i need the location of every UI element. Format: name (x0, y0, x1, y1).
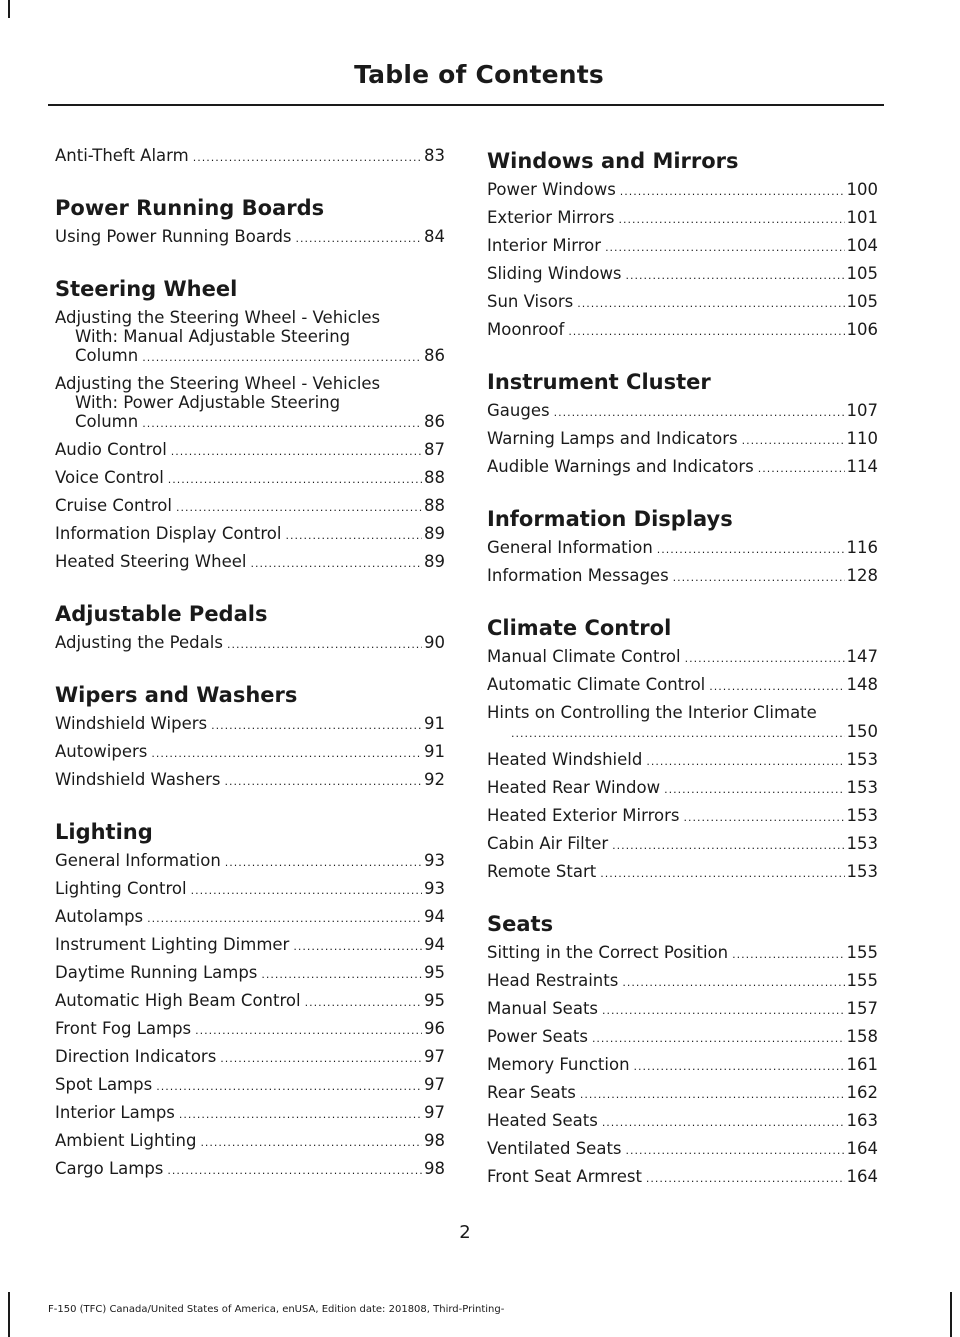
toc-entry-page: 114 (846, 457, 878, 476)
toc-entry-title-line: General Information (487, 538, 653, 557)
toc-entry-title-line: Heated Exterior Mirrors (487, 806, 680, 825)
toc-entry-page: 153 (846, 778, 878, 797)
dot-leader (220, 1049, 422, 1068)
toc-entry-page: 100 (846, 180, 878, 199)
toc-section (487, 146, 878, 341)
toc-entry-page: 153 (846, 806, 878, 825)
toc-entry-page: 94 (424, 935, 445, 954)
toc-entry-title-line: Front Seat Armrest (487, 1167, 642, 1186)
toc-entry-title-line: Heated Steering Wheel (55, 552, 247, 571)
toc-entry-page: 107 (846, 401, 878, 420)
toc-entry[interactable] (487, 806, 878, 827)
toc-entry-title-line: Warning Lamps and Indicators (487, 429, 738, 448)
section-title: Instrument Cluster (487, 370, 711, 394)
toc-entry[interactable] (55, 770, 445, 791)
toc-entry-title-line: Ventilated Seats (487, 1139, 622, 1158)
dot-leader (200, 1133, 422, 1152)
toc-section (487, 909, 878, 1188)
toc-entry-page: 116 (846, 538, 878, 557)
dot-leader (626, 1141, 845, 1160)
toc-section (55, 274, 445, 573)
toc-entry[interactable] (487, 1027, 878, 1048)
toc-entry[interactable] (487, 320, 878, 341)
dot-leader (646, 752, 844, 771)
toc-entry[interactable] (487, 1111, 878, 1132)
dot-leader (605, 238, 844, 257)
dot-leader (151, 744, 422, 763)
toc-entry-title-line: Manual Climate Control (487, 647, 681, 666)
toc-entry-page: 91 (424, 714, 445, 733)
toc-entry-page: 95 (424, 991, 445, 1010)
dot-leader (684, 808, 845, 827)
toc-entry-title-line: Power Windows (487, 180, 616, 199)
dot-leader (709, 677, 844, 696)
toc-entry[interactable] (487, 703, 878, 743)
toc-entry-page: 86 (424, 346, 445, 365)
section-title: Climate Control (487, 616, 672, 640)
toc-entry-title-line: Hints on Controlling the Interior Climate (487, 703, 817, 722)
toc-entry[interactable] (55, 308, 445, 367)
toc-section (55, 817, 445, 1180)
section-title: Adjustable Pedals (55, 602, 268, 626)
page-title: Table of Contents (354, 60, 604, 89)
toc-entry-title-line: Adjusting the Pedals (55, 633, 223, 652)
toc-entry-page: 89 (424, 552, 445, 571)
toc-entry-page: 106 (846, 320, 878, 339)
toc-entry-list (487, 401, 878, 478)
toc-entry-title-line: Windshield Washers (55, 770, 221, 789)
toc-section (55, 193, 445, 248)
toc-entry-page: 97 (424, 1103, 445, 1122)
toc-section (487, 367, 878, 478)
toc-entry-page: 94 (424, 907, 445, 926)
toc-entry-title-line: Daytime Running Lamps (55, 963, 258, 982)
dot-leader (225, 853, 422, 872)
toc-entry[interactable] (55, 1131, 445, 1152)
toc-entry-page: 153 (846, 862, 878, 881)
dot-leader (580, 1085, 845, 1104)
toc-entry-title-line: Manual Seats (487, 999, 599, 1018)
toc-entry[interactable] (487, 862, 878, 883)
toc-entry[interactable] (55, 1075, 445, 1096)
dot-leader (167, 1161, 422, 1180)
crop-mark-right-bottom (950, 1292, 952, 1337)
toc-entry[interactable] (55, 851, 445, 872)
toc-entry[interactable] (55, 907, 445, 928)
dot-leader (193, 148, 422, 167)
toc-entry-page: 86 (424, 412, 445, 431)
toc-entry-page: 98 (424, 1159, 445, 1178)
toc-section (55, 146, 445, 167)
toc-entry-page: 90 (424, 633, 445, 652)
toc-entry[interactable] (55, 227, 445, 248)
toc-entry-page: 164 (846, 1139, 878, 1158)
toc-entry[interactable] (55, 374, 445, 433)
toc-entry[interactable] (55, 552, 445, 573)
toc-entry[interactable] (487, 292, 878, 313)
toc-entry-page: 93 (424, 851, 445, 870)
toc-entry-page: 147 (846, 647, 878, 666)
toc-entry[interactable] (487, 778, 878, 799)
toc-entry-page: 93 (424, 879, 445, 898)
toc-entry[interactable] (55, 742, 445, 763)
toc-entry[interactable] (55, 146, 445, 167)
toc-entry-page: 105 (846, 264, 878, 283)
toc-entry[interactable] (55, 440, 445, 461)
toc-entry-page: 128 (846, 566, 878, 585)
toc-entry-title-line: Using Power Running Boards (55, 227, 292, 246)
dot-leader (554, 403, 845, 422)
toc-entry-title-line: Adjusting the Steering Wheel - Vehicles (55, 308, 381, 327)
toc-entry[interactable] (487, 999, 878, 1020)
section-title: Steering Wheel (55, 277, 238, 301)
toc-entry-title-line: Sitting in the Correct Position (487, 943, 729, 962)
toc-entry-title-line: Heated Windshield (487, 750, 643, 769)
toc-entry-title-line: Interior Mirror (487, 236, 602, 255)
toc-entry[interactable] (55, 1103, 445, 1124)
toc-entry-page: 155 (846, 971, 878, 990)
toc-entry-list (487, 647, 878, 883)
dot-leader (592, 1029, 845, 1048)
toc-entry[interactable] (487, 457, 878, 478)
toc-entry[interactable] (487, 1167, 878, 1188)
toc-entry-title-line: Autolamps (55, 907, 144, 926)
toc-entry-title-line: Voice Control (55, 468, 164, 487)
section-title: Windows and Mirrors (487, 149, 739, 173)
toc-entry-title-line: Gauges (487, 401, 550, 420)
toc-entry-title-line: Heated Rear Window (487, 778, 661, 797)
dot-leader (646, 1169, 845, 1188)
toc-entry-page: 153 (846, 750, 878, 769)
dot-leader (622, 973, 844, 992)
toc-entry[interactable] (55, 1159, 445, 1180)
dot-leader (225, 772, 422, 791)
toc-entry-page: 95 (424, 963, 445, 982)
toc-entry-page: 105 (846, 292, 878, 311)
section-title: Seats (487, 912, 554, 936)
toc-entry-title-line: Power Seats (487, 1027, 588, 1046)
toc-entry-title-line: Heated Seats (487, 1111, 598, 1130)
dot-leader (620, 182, 845, 201)
toc-entry-title-line: Column (75, 346, 139, 365)
dot-leader (227, 635, 422, 654)
dot-leader (673, 568, 845, 587)
toc-entry-page: 162 (846, 1083, 878, 1102)
dot-leader (168, 470, 422, 489)
toc-entry-page: 104 (846, 236, 878, 255)
toc-entry-page: 98 (424, 1131, 445, 1150)
dot-leader (685, 649, 845, 668)
toc-entry[interactable] (487, 236, 878, 257)
toc-section (487, 504, 878, 587)
toc-entry[interactable] (487, 1083, 878, 1104)
toc-entry[interactable] (487, 750, 878, 771)
toc-entry-page: 92 (424, 770, 445, 789)
toc-entry-list (487, 943, 878, 1188)
section-title: Power Running Boards (55, 196, 325, 220)
dot-leader (261, 965, 422, 984)
toc-entry-page: 163 (846, 1111, 878, 1130)
toc-entry-title-line: Adjusting the Steering Wheel - Vehicles (55, 374, 381, 393)
dot-leader (612, 836, 844, 855)
page-number: 2 (459, 1222, 471, 1243)
dot-leader (191, 881, 422, 900)
toc-entry-title-line: Front Fog Lamps (55, 1019, 192, 1038)
toc-entry-page: 91 (424, 742, 445, 761)
toc-entry-page: 88 (424, 468, 445, 487)
toc-entry-list (55, 633, 445, 654)
toc-entry[interactable] (487, 538, 878, 559)
toc-entry-page: 148 (846, 675, 878, 694)
toc-entry[interactable] (487, 675, 878, 696)
dot-leader (142, 348, 422, 367)
toc-entry-title-line: Head Restraints (487, 971, 619, 990)
toc-entry-page: 83 (424, 146, 445, 165)
crop-mark-left-bottom (8, 1292, 10, 1337)
dot-leader (634, 1057, 845, 1076)
toc-entry[interactable] (55, 963, 445, 984)
dot-leader (285, 526, 422, 545)
toc-entry-title-line: Windshield Wipers (55, 714, 208, 733)
toc-entry-page: 164 (846, 1167, 878, 1186)
dot-leader (602, 1113, 845, 1132)
toc-entry-title-line: Moonroof (487, 320, 565, 339)
toc-entry[interactable] (487, 401, 878, 422)
dot-leader (742, 431, 845, 450)
toc-entry[interactable] (487, 1139, 878, 1160)
toc-entry-title-line: Sun Visors (487, 292, 574, 311)
toc-entry-title-line: Cabin Air Filter (487, 834, 609, 853)
toc-entry[interactable] (55, 468, 445, 489)
toc-entry-page: 101 (846, 208, 878, 227)
toc-entry[interactable] (487, 180, 878, 201)
dot-leader (142, 414, 422, 433)
toc-entry[interactable] (487, 971, 878, 992)
dot-leader (176, 498, 422, 517)
toc-section (487, 613, 878, 883)
toc-entry-list (487, 180, 878, 341)
toc-entry-title-line: Cargo Lamps (55, 1159, 164, 1178)
toc-entry-title-line: Ambient Lighting (55, 1131, 197, 1150)
crop-mark-top-left (8, 0, 10, 18)
toc-entry-title-line: General Information (55, 851, 221, 870)
dot-leader (619, 210, 845, 229)
toc-entry[interactable] (487, 264, 878, 285)
toc-entry-title-line: Interior Lamps (55, 1103, 175, 1122)
toc-section (55, 680, 445, 791)
toc-entry[interactable] (487, 943, 878, 964)
toc-entry-title-line: Spot Lamps (55, 1075, 153, 1094)
dot-leader (626, 266, 845, 285)
toc-entry-page: 158 (846, 1027, 878, 1046)
toc-entry-title-line: Anti-Theft Alarm (55, 146, 189, 165)
toc-entry-title-line: Lighting Control (55, 879, 187, 898)
dot-leader (600, 864, 844, 883)
toc-entry-title-line: Memory Function (487, 1055, 630, 1074)
toc-entry[interactable] (55, 524, 445, 545)
toc-entry[interactable] (487, 566, 878, 587)
toc-entry-page: 84 (424, 227, 445, 246)
toc-entry-page: 155 (846, 943, 878, 962)
toc-entry[interactable] (55, 935, 445, 956)
dot-leader (305, 993, 422, 1012)
dot-leader (511, 724, 845, 743)
dot-leader (296, 229, 422, 248)
dot-leader (602, 1001, 844, 1020)
toc-entry-title-line: Column (75, 412, 139, 431)
toc-entry-page: 161 (846, 1055, 878, 1074)
toc-entry-page: 97 (424, 1047, 445, 1066)
toc-entry[interactable] (55, 1019, 445, 1040)
dot-leader (211, 716, 422, 735)
toc-entry-page: 96 (424, 1019, 445, 1038)
toc-entry-list (487, 538, 878, 587)
toc-entry-title-line: Exterior Mirrors (487, 208, 615, 227)
toc-entry[interactable] (487, 1055, 878, 1076)
toc-entry[interactable] (487, 208, 878, 229)
toc-entry-title-line: Instrument Lighting Dimmer (55, 935, 290, 954)
toc-entry-list (55, 308, 445, 573)
toc-right-column (487, 146, 878, 1195)
toc-entry-page: 157 (846, 999, 878, 1018)
toc-left-column (55, 146, 445, 1187)
dot-leader (758, 459, 845, 478)
dot-leader (293, 937, 422, 956)
toc-entry[interactable] (55, 633, 445, 654)
toc-entry-list (55, 851, 445, 1180)
toc-entry-title-line: Audible Warnings and Indicators (487, 457, 754, 476)
toc-entry-title-line: Direction Indicators (55, 1047, 217, 1066)
toc-section (55, 599, 445, 654)
dot-leader (179, 1105, 422, 1124)
dot-leader (195, 1021, 422, 1040)
toc-entry[interactable] (487, 429, 878, 450)
toc-entry-title-line: Rear Seats (487, 1083, 576, 1102)
toc-entry-title-line: With: Power Adjustable Steering (75, 393, 341, 412)
toc-entry[interactable] (487, 647, 878, 668)
toc-entry[interactable] (55, 991, 445, 1012)
toc-entry-title-line: Automatic High Beam Control (55, 991, 301, 1010)
toc-entry-title-line: Remote Start (487, 862, 597, 881)
toc-entry[interactable] (55, 714, 445, 735)
dot-leader (250, 554, 422, 573)
toc-entry-page: 89 (424, 524, 445, 543)
toc-entry-title-line: Autowipers (55, 742, 148, 761)
toc-entry-title-line: Cruise Control (55, 496, 172, 515)
toc-entry-title-line: Information Display Control (55, 524, 282, 543)
dot-leader (156, 1077, 422, 1096)
toc-entry[interactable] (55, 496, 445, 517)
edition-note: F-150 (TFC) Canada/United States of America, enUSA, Edition date: 201808, Third-Printing- (48, 1304, 505, 1315)
toc-entry-list (55, 146, 445, 167)
toc-entry-list (55, 227, 445, 248)
dot-leader (147, 909, 422, 928)
toc-entry-title-line: Automatic Climate Control (487, 675, 706, 694)
section-title: Information Displays (487, 507, 733, 531)
toc-entry-page: 88 (424, 496, 445, 515)
toc-entry-page: 110 (846, 429, 878, 448)
section-title: Wipers and Washers (55, 683, 298, 707)
toc-entry[interactable] (55, 1047, 445, 1068)
section-title: Lighting (55, 820, 153, 844)
toc-entry-page: 97 (424, 1075, 445, 1094)
toc-entry-page: 153 (846, 834, 878, 853)
toc-entry-page: 150 (846, 722, 878, 741)
header-rule (48, 104, 884, 106)
dot-leader (568, 322, 844, 341)
dot-leader (732, 945, 844, 964)
dot-leader (577, 294, 844, 313)
toc-entry[interactable] (487, 834, 878, 855)
dot-leader (657, 540, 845, 559)
toc-entry[interactable] (55, 879, 445, 900)
toc-entry-title-line: Information Messages (487, 566, 669, 585)
toc-entry-title-line: Sliding Windows (487, 264, 622, 283)
toc-entry-title-line: Audio Control (55, 440, 167, 459)
toc-entry-list (55, 714, 445, 791)
toc-entry-page: 87 (424, 440, 445, 459)
toc-entry-title-line: With: Manual Adjustable Steering (75, 327, 351, 346)
dot-leader (171, 442, 422, 461)
dot-leader (664, 780, 844, 799)
